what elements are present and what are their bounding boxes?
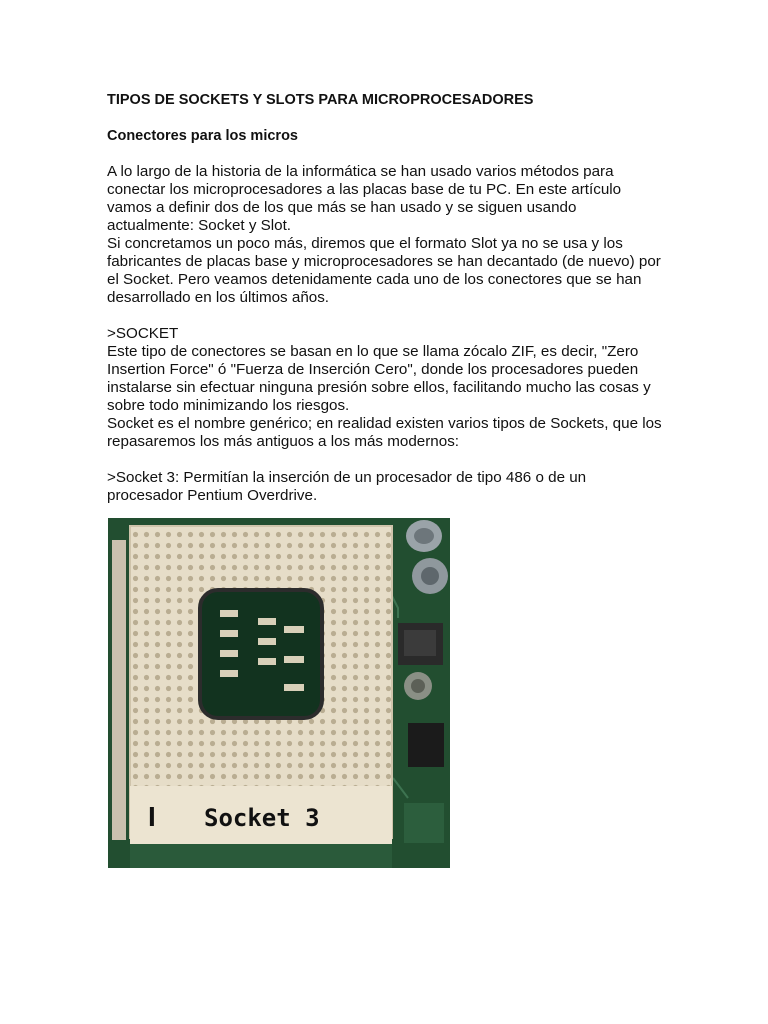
socket3-photo (108, 518, 450, 868)
text-line: el Socket. Pero veamos detenidamente cada uno de los conectores que se han (107, 271, 642, 288)
text-line: Socket es el nombre genérico; en realidad existen varios tipos de Sockets, que los (107, 415, 662, 432)
socket3-paragraph (107, 469, 667, 505)
text-line: instalarse sin efectuar ninguna presión sobre ellos, facilitando mucho las cosas y (107, 379, 651, 396)
text-line: repasaremos los más antiguos a los más modernos: (107, 433, 460, 450)
socket-paragraph (107, 325, 667, 451)
text-line: actualmente: Socket y Slot. (107, 217, 292, 234)
text-line: A lo largo de la historia de la informática se han usado varios métodos para (107, 163, 614, 180)
text-line: sobre todo minimizando los riesgos. (107, 397, 350, 414)
text-line: Insertion Force" ó "Fuerza de Inserción Cero", donde los procesadores pueden (107, 361, 639, 378)
socket3-illustration (108, 518, 450, 868)
document-title: TIPOS DE SOCKETS Y SLOTS PARA MICROPROCESADORES (107, 92, 534, 108)
document-subtitle: Conectores para los micros (107, 128, 298, 144)
text-line: Si concretamos un poco más, diremos que el formato Slot ya no se usa y los (107, 235, 623, 252)
text-line: desarrollado en los últimos años. (107, 289, 330, 306)
text-line: >SOCKET (107, 325, 179, 342)
text-line: procesador Pentium Overdrive. (107, 487, 318, 504)
chip-icon (408, 723, 444, 767)
text-line: >Socket 3: Permitían la inserción de un procesador de tipo 486 o de un (107, 469, 587, 486)
socket-center-window (200, 590, 322, 718)
socket-label: Socket 3 (204, 804, 320, 832)
intro-paragraph (107, 163, 667, 307)
text-line: Este tipo de conectores se basan en lo que se llama zócalo ZIF, es decir, "Zero (107, 343, 639, 360)
text-line: conectar los microprocesadores a las placas base de tu PC. En este artículo (107, 181, 622, 198)
text-line: fabricantes de placas base y microprocesadores se han decantado (de nuevo) por (107, 253, 661, 270)
socket-marker-glyph: I (148, 801, 156, 832)
socket-lever (112, 540, 126, 840)
document-body (107, 91, 667, 505)
text-line: vamos a definir dos de los que más se han usado y se siguen usando (107, 199, 577, 216)
